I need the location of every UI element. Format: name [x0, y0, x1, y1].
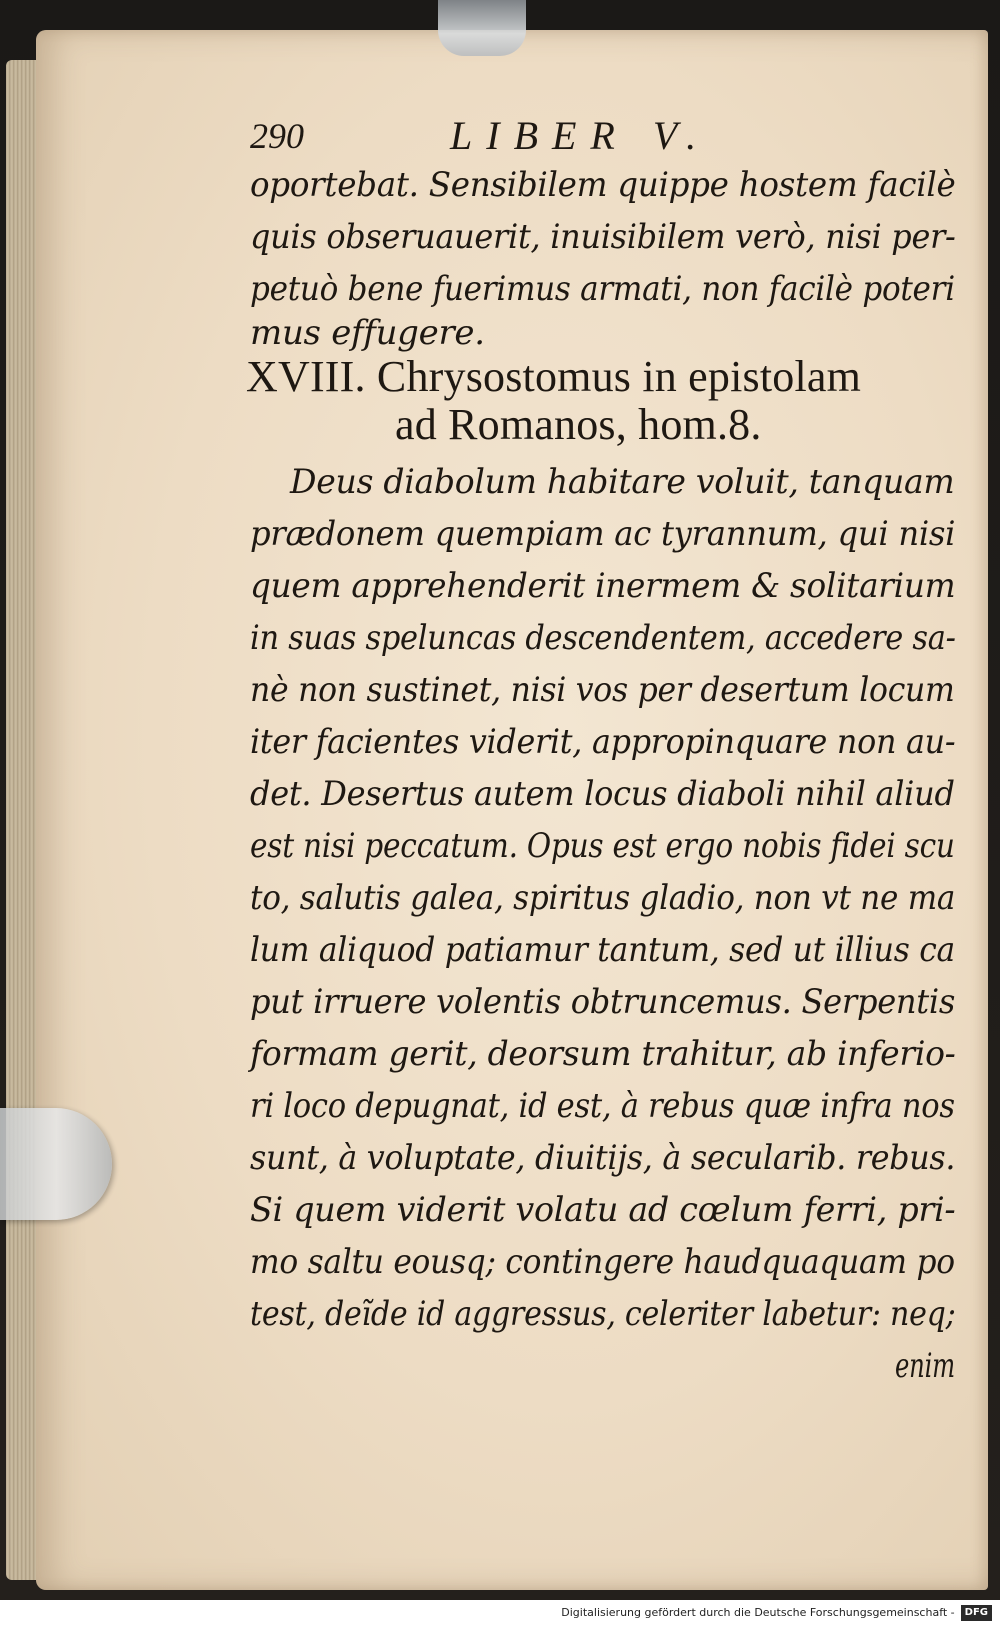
- running-head: LIBER V.: [450, 113, 711, 158]
- funding-credit: Digitalisierung gefördert durch die Deutsche Forschungsgemeinschaft -: [561, 1606, 955, 1619]
- text-line: quis obseruauerit, inuisibilem verò, nisi per-: [250, 217, 956, 257]
- text-line: mus effugere.: [250, 313, 485, 353]
- text-line: lum aliquod patiamur tantum, sed ut illius ca: [250, 930, 955, 970]
- section-heading-cont: ad Romanos, hom.8.: [395, 400, 762, 449]
- text-line: prædonem quempiam ac tyrannum, qui nisi: [250, 514, 956, 554]
- text-line: oportebat. Sensibilem quippe hostem facilè: [250, 165, 956, 205]
- text-line: Si quem viderit volatu ad cœlum ferri, pri-: [250, 1190, 956, 1230]
- digitization-footer: [0, 1600, 1000, 1626]
- text-line: iter facientes viderit, appropinquare non au-: [250, 722, 956, 762]
- text-line: in suas speluncas descendentem, accedere sa-: [250, 618, 956, 658]
- text-line: formam gerit, deorsum trahitur, ab inferio-: [250, 1034, 956, 1074]
- text-line: to, salutis galea, spiritus gladio, non vt ne ma: [250, 878, 956, 918]
- section-heading: XVIII. Chrysostomus in epistolam: [246, 352, 862, 401]
- text-line: put irruere volentis obtruncemus. Serpentis: [250, 982, 956, 1022]
- text-line: sunt, à voluptate, diuitijs, à secularib. rebus.: [250, 1138, 956, 1178]
- dfg-logo: DFG: [961, 1605, 992, 1621]
- text-line: mo saltu eousq; contingere haudquaquam po: [250, 1242, 955, 1282]
- text-line: quem apprehenderit inermem & solitarium: [250, 566, 956, 606]
- text-line: est nisi peccatum. Opus est ergo nobis fidei scu: [250, 826, 955, 866]
- text-line: ri loco depugnat, id est, à rebus quæ infra nos: [250, 1086, 955, 1126]
- text-line: Deus diabolum habitare voluit, tanquam: [290, 462, 955, 502]
- page-number: 290: [250, 116, 304, 156]
- text-line: det. Desertus autem locus diaboli nihil aliud: [250, 774, 955, 814]
- text-line: test, deĩde id aggressus, celeriter labetur: neq;: [250, 1294, 956, 1334]
- text-line: nè non sustinet, nisi vos per desertum locum: [250, 670, 955, 710]
- catchword: enim: [895, 1346, 955, 1386]
- text-line: petuò bene fuerimus armati, non facilè poteri: [250, 269, 955, 309]
